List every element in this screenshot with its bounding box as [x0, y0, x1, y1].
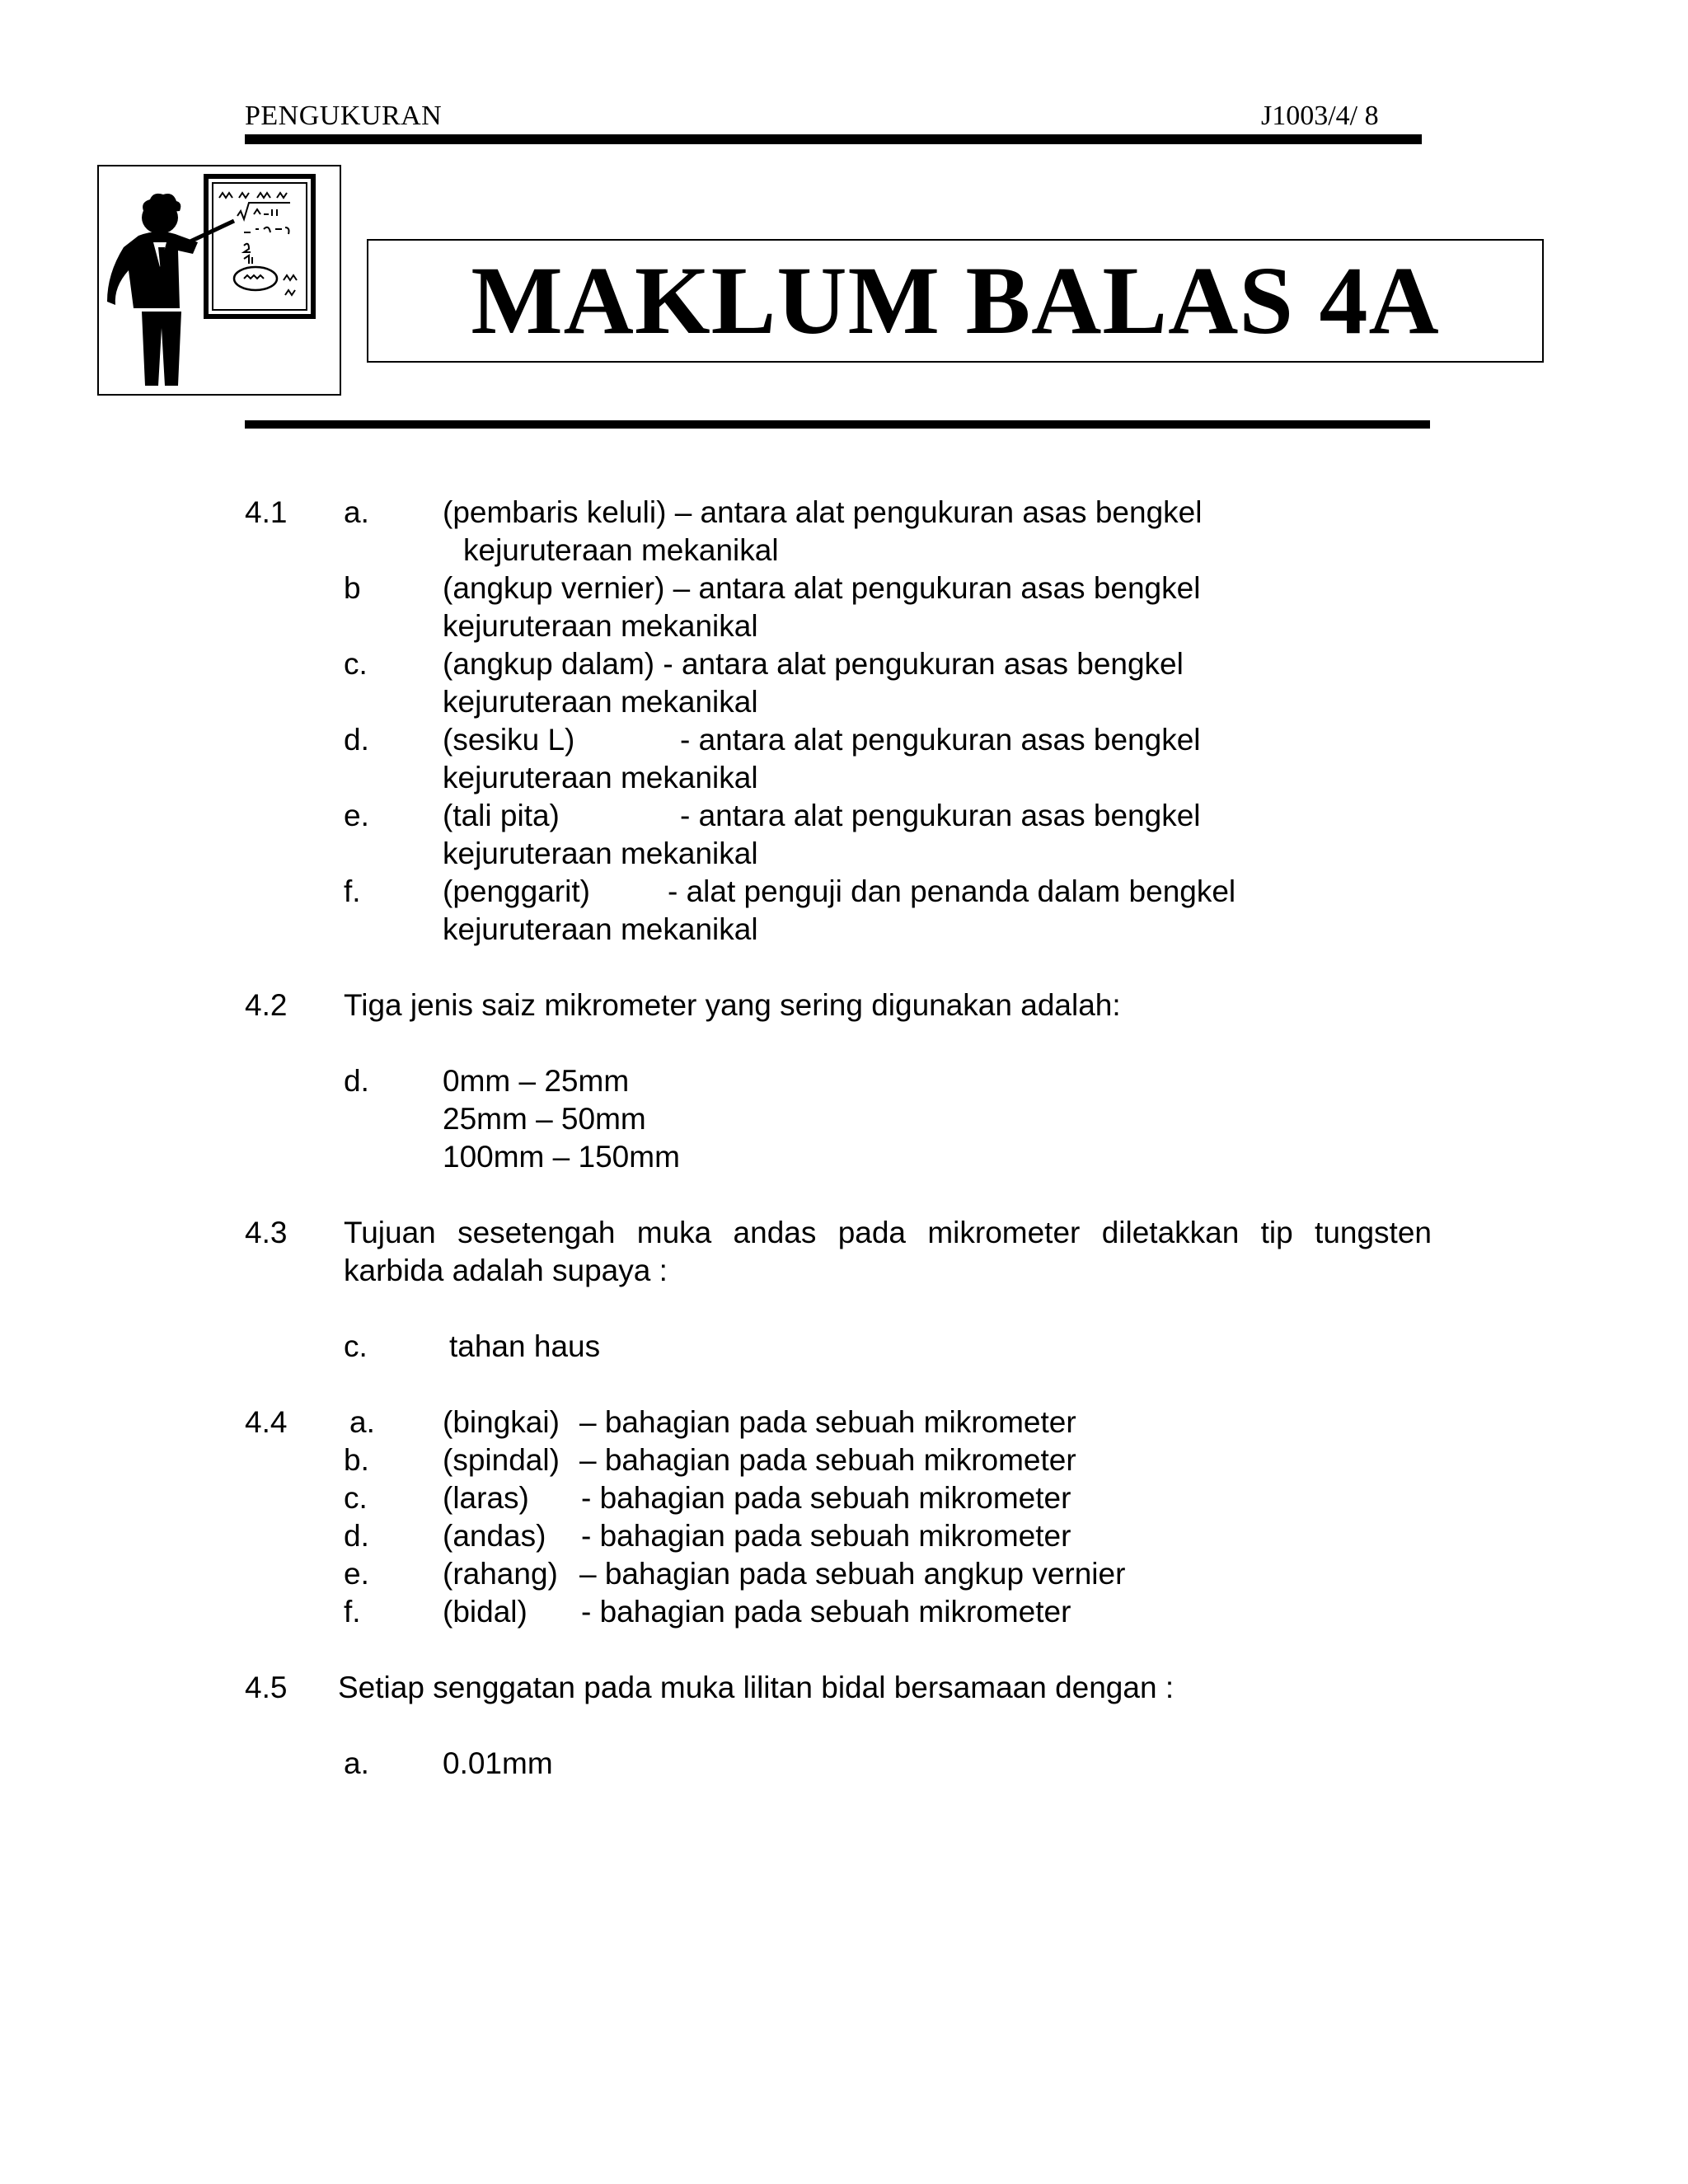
- q44-number: 4.4: [245, 1405, 288, 1439]
- q41-c-text: (angkup dalam) - antara alat pengukuran asas bengkel: [443, 647, 1184, 681]
- q41-b-text-cont: kejuruteraan mekanikal: [443, 609, 758, 643]
- q44-d-letter: d.: [344, 1519, 369, 1553]
- q41-a-letter: a.: [344, 495, 369, 529]
- q44-e-rest: – bahagian pada sebuah angkup vernier: [579, 1557, 1126, 1591]
- teacher-whiteboard-illustration: [97, 165, 341, 396]
- q43-letter: c.: [344, 1329, 368, 1363]
- q45-question: Setiap senggatan pada muka lilitan bidal bersamaan dengan :: [338, 1671, 1175, 1704]
- q41-c-letter: c.: [344, 647, 368, 681]
- q41-b-letter: b: [344, 571, 361, 605]
- header-module-name: PENGUKURAN: [245, 101, 443, 131]
- q43-question-line1: Tujuan sesetengah muka andas pada mikrometer diletakkan tip tungsten: [344, 1216, 1432, 1249]
- q41-d-text-cont: kejuruteraan mekanikal: [443, 761, 758, 794]
- q44-f-letter: f.: [344, 1595, 361, 1629]
- q42-answer-1: 0mm – 25mm: [443, 1064, 630, 1098]
- header-page-code: J1003/4/ 8: [1261, 101, 1379, 131]
- q44-b-letter: b.: [344, 1443, 369, 1477]
- q45-number: 4.5: [245, 1671, 288, 1704]
- title-box: [367, 239, 1544, 363]
- q41-e-rest: - antara alat pengukuran asas bengkel: [680, 799, 1201, 832]
- q44-c-rest: - bahagian pada sebuah mikrometer: [581, 1481, 1071, 1515]
- q42-letter: d.: [344, 1064, 369, 1098]
- q41-f-name: (penggarit): [443, 874, 590, 908]
- q41-f-letter: f.: [344, 874, 361, 908]
- q45-letter: a.: [344, 1746, 369, 1780]
- q41-e-name: (tali pita): [443, 799, 560, 832]
- q43-question-line2: karbida adalah supaya :: [344, 1254, 668, 1287]
- q41-d-rest: - antara alat pengukuran asas bengkel: [680, 723, 1201, 757]
- q44-d-name: (andas): [443, 1519, 546, 1553]
- q44-e-letter: e.: [344, 1557, 369, 1591]
- q41-a-text: (pembaris keluli) – antara alat pengukuran asas bengkel: [443, 495, 1203, 529]
- q44-a-name: (bingkai): [443, 1405, 560, 1439]
- q42-answer-2: 25mm – 50mm: [443, 1102, 646, 1136]
- page-title: MAKLUM BALAS 4A: [471, 246, 1440, 354]
- q41-f-text-cont: kejuruteraan mekanikal: [443, 912, 758, 946]
- title-rule: [245, 420, 1430, 429]
- q44-c-name: (laras): [443, 1481, 529, 1515]
- q44-e-name: (rahang): [443, 1557, 558, 1591]
- q41-number: 4.1: [245, 495, 288, 529]
- q42-number: 4.2: [245, 988, 288, 1022]
- q44-f-rest: - bahagian pada sebuah mikrometer: [581, 1595, 1071, 1629]
- q44-a-letter: a.: [349, 1405, 375, 1439]
- teacher-icon: [99, 166, 340, 394]
- q41-a-text-cont: kejuruteraan mekanikal: [463, 533, 779, 567]
- q43-number: 4.3: [245, 1216, 288, 1249]
- q42-question: Tiga jenis saiz mikrometer yang sering digunakan adalah:: [344, 988, 1121, 1022]
- q44-b-name: (spindal): [443, 1443, 560, 1477]
- q43-answer: tahan haus: [449, 1329, 601, 1363]
- q44-d-rest: - bahagian pada sebuah mikrometer: [581, 1519, 1071, 1553]
- q44-b-rest: – bahagian pada sebuah mikrometer: [579, 1443, 1076, 1477]
- q41-f-rest: - alat penguji dan penanda dalam bengkel: [668, 874, 1236, 908]
- q44-f-name: (bidal): [443, 1595, 528, 1629]
- q41-d-letter: d.: [344, 723, 369, 757]
- q41-c-text-cont: kejuruteraan mekanikal: [443, 685, 758, 719]
- header-rule: [245, 134, 1422, 144]
- q41-d-name: (sesiku L): [443, 723, 575, 757]
- q44-a-rest: – bahagian pada sebuah mikrometer: [579, 1405, 1076, 1439]
- q41-b-text: (angkup vernier) – antara alat pengukuran asas bengkel: [443, 571, 1201, 605]
- q41-e-letter: e.: [344, 799, 369, 832]
- q45-answer: 0.01mm: [443, 1746, 553, 1780]
- q41-e-text-cont: kejuruteraan mekanikal: [443, 837, 758, 870]
- q42-answer-3: 100mm – 150mm: [443, 1140, 680, 1174]
- q44-c-letter: c.: [344, 1481, 368, 1515]
